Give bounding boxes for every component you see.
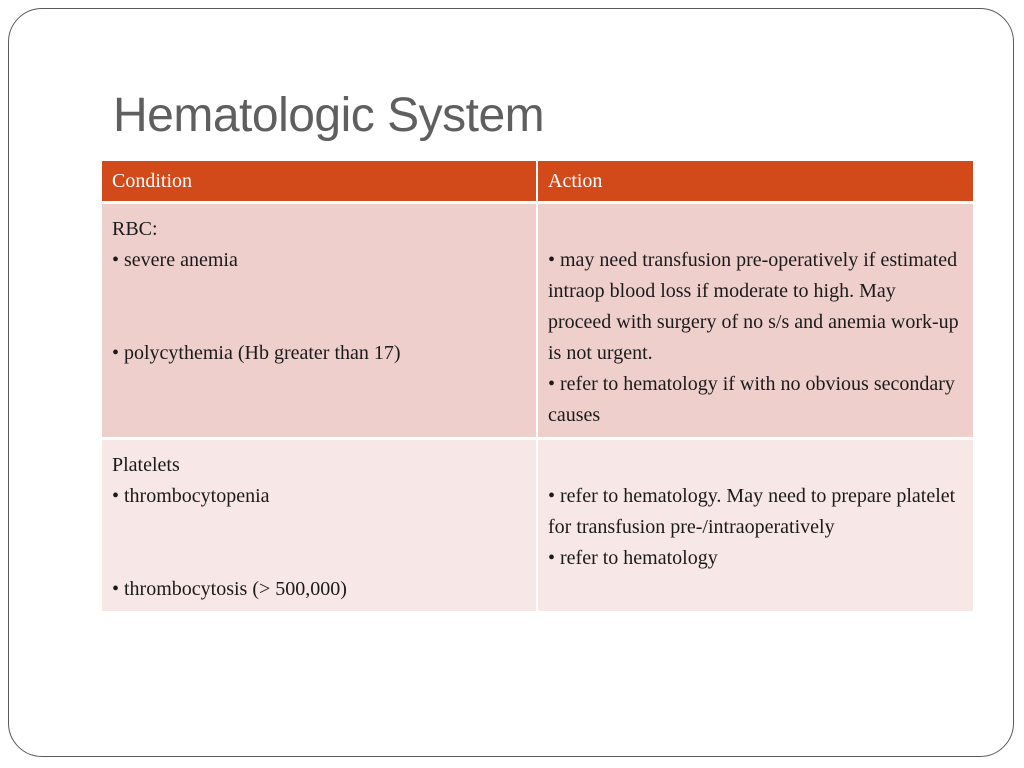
- action-item-transfusion: • may need transfusion pre-operatively if estimated intraop blood loss if moderate to high. May proceed with surgery of no s/s and anemia work-up is not urgent.: [548, 248, 959, 364]
- condition-action-table: [102, 161, 973, 611]
- table-row-platelets: [102, 438, 973, 611]
- condition-item-thrombocytosis: • thrombocytosis (> 500,000): [112, 577, 347, 600]
- condition-item-polycythemia: • polycythemia (Hb greater than 17): [112, 341, 401, 364]
- cell-spacer: [112, 512, 526, 574]
- header-action: Action: [537, 161, 973, 202]
- slide-title: Hematologic System: [113, 89, 545, 142]
- action-item-platelet-transfusion: • refer to hematology. May need to prepare platelet for transfusion pre-/intraoperatively: [548, 484, 956, 538]
- condition-item-severe-anemia: • severe anemia: [112, 248, 238, 271]
- action-cell-platelets: [537, 438, 973, 611]
- condition-item-thrombocytopenia: • thrombocytopenia: [112, 484, 270, 507]
- cell-spacer: [548, 450, 963, 481]
- table-header-row: [102, 161, 973, 202]
- condition-heading-rbc: RBC:: [112, 217, 158, 240]
- header-condition: Condition: [102, 161, 537, 202]
- action-item-refer-hematology-2: • refer to hematology: [548, 546, 718, 569]
- action-item-refer-hematology: • refer to hematology if with no obvious secondary causes: [548, 372, 955, 426]
- cell-spacer: [548, 214, 963, 245]
- table-row-rbc: [102, 202, 973, 438]
- cell-spacer: [112, 276, 526, 338]
- condition-heading-platelets: Platelets: [112, 453, 180, 476]
- action-cell-rbc: [537, 202, 973, 438]
- condition-cell-platelets: [102, 438, 537, 611]
- condition-cell-rbc: [102, 202, 537, 438]
